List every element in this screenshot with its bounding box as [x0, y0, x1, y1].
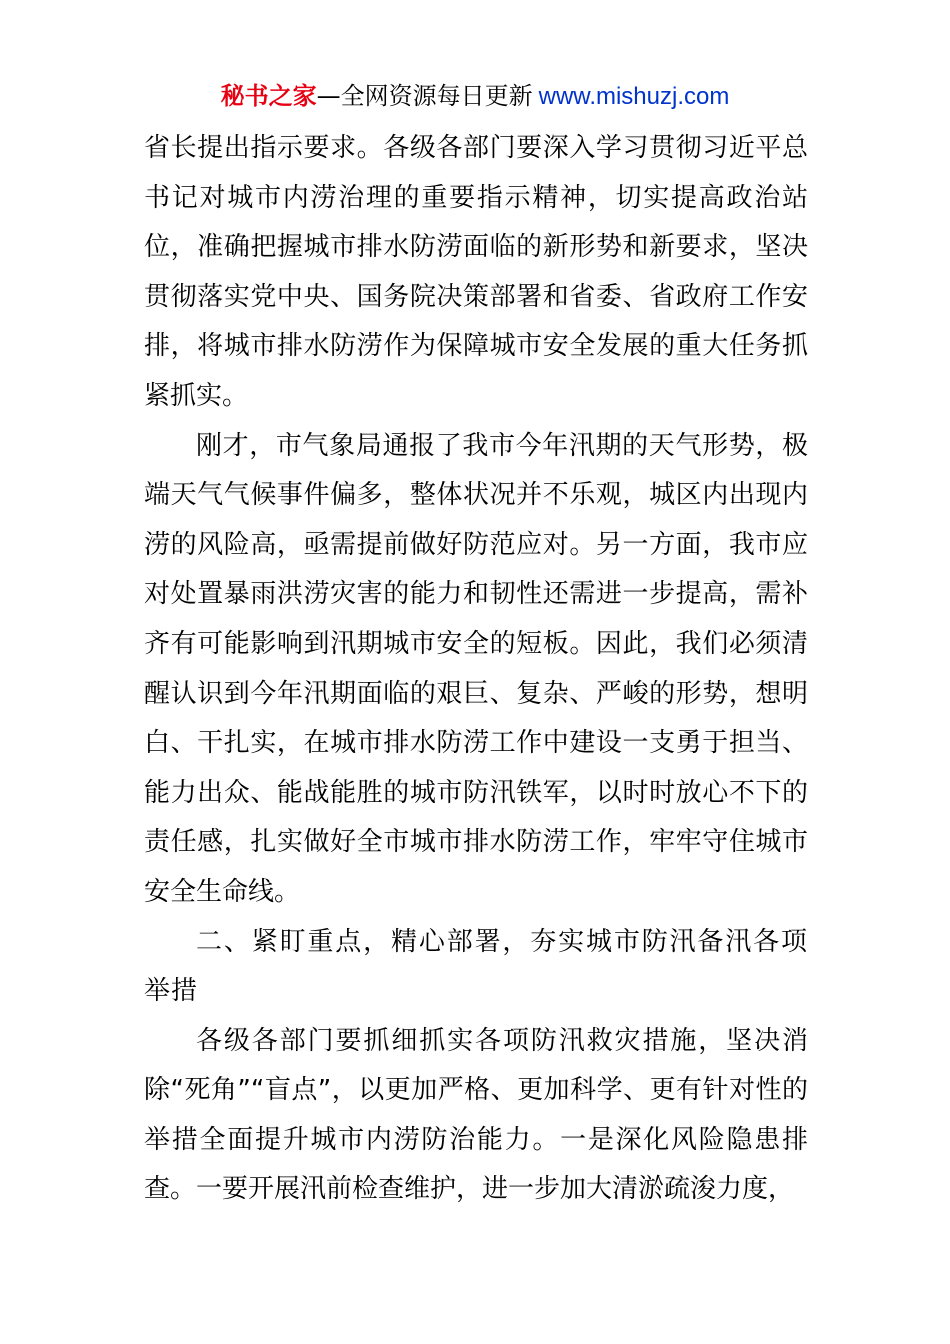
site-tagline: —全网资源每日更新 — [316, 82, 533, 110]
site-url-link[interactable]: www.mishuzj.com — [538, 83, 730, 110]
paragraph-weather-situation: 刚才，市气象局通报了我市今年汛期的天气形势，极端天气气候事件偏多，整体状况并不乐观，城区内出现内涝的风险高，亟需提前做好防范应对。另一方面，我市应对处置暴雨洪涝灾害的能力和韧性还需进一步提高，需补齐有可能影响到汛期城市安全的短板。因此，我们必须清醒认识到今年汛期面临的艰巨、复杂、严峻的形势，想明白、干扎实，在城市排水防涝工作中建设一支勇于担当、能力出众、能战能胜的城市防汛铁军，以时时放心不下的责任感，扎实做好全市城市排水防涝工作，牢牢守住城市安全生命线。 — [144, 430, 808, 907]
site-brand: 秘书之家 — [220, 82, 317, 110]
paragraph-continued: 省长提出指示要求。各级各部门要深入学习贯彻习近平总书记对城市内涝治理的重要指示精神，切实提高政治站位，准确把握城市排水防涝面临的新形势和新要求，坚决贯彻落实党中央、国务院决策部署和省委、省政府工作安排，将城市排水防涝作为保障城市安全发展的重大任务抓紧抓实。 — [144, 133, 808, 411]
section-heading-2: 二、紧盯重点，精心部署，夯实城市防汛备汛各项举措 — [144, 926, 808, 1007]
site-header — [0, 80, 950, 113]
document-body — [144, 124, 808, 1215]
paragraph-measures: 各级各部门要抓细抓实各项防汛救灾措施，坚决消除“死角”“盲点”，以更加严格、更加科学、更有针对性的举措全面提升城市内涝防治能力。一是深化风险隐患排查。一要开展汛前检查维护，进一步加大清淤疏浚力度， — [144, 1025, 808, 1205]
